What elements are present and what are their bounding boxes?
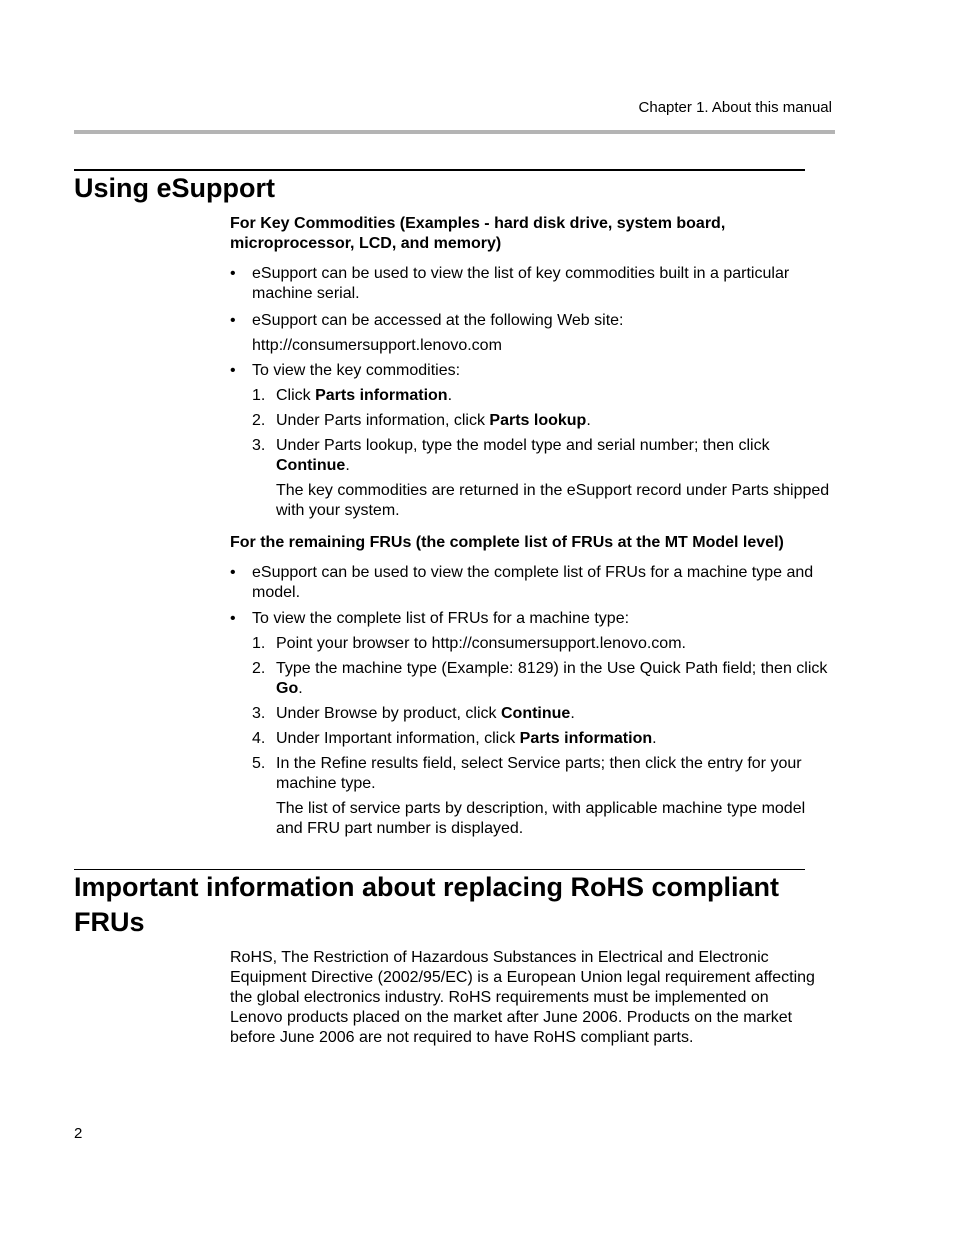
step-note: The list of service parts by description, with applicable machine type model and FRU part number is displayed. [276, 800, 806, 837]
section-title: Using eSupport [74, 173, 275, 203]
subheading-key-commodities: For Key Commodities (Examples - hard disk drive, system board, microprocessor, LCD, and memory) [230, 215, 726, 252]
section-title: Important information about replacing RoHS compliant FRUs [74, 872, 780, 937]
running-header: Chapter 1. About this manual [638, 99, 832, 116]
list-item: • To view the complete list of FRUs for a machine type: [230, 610, 630, 627]
step-item: 5. In the Refine results field, select Service parts; then click the entry for your machine type. [252, 755, 802, 792]
list-item: • eSupport can be used to view the list of key commodities built in a particular machine serial. [230, 265, 790, 302]
step-note: The key commodities are returned in the eSupport record under Parts shipped with your system. [276, 482, 830, 519]
section-esupport-heading [74, 169, 805, 206]
step-item: 1. Click Parts information. [252, 387, 453, 404]
list-item: • eSupport can be used to view the complete list of FRUs for a machine type and model. [230, 564, 814, 601]
list-item: • eSupport can be accessed at the following Web site: [230, 312, 624, 329]
step-item: 3. Under Parts lookup, type the model type and serial number; then click Continue. [252, 437, 770, 474]
subheading-remaining-frus: For the remaining FRUs (the complete list of FRUs at the MT Model level) [230, 534, 784, 551]
step-item: 4. Under Important information, click Parts information. [252, 730, 657, 747]
esupport-url: http://consumersupport.lenovo.com [252, 337, 502, 354]
step-item: 2. Type the machine type (Example: 8129) in the Use Quick Path field; then click Go. [252, 660, 828, 697]
header-rule [74, 130, 835, 134]
rohs-paragraph: RoHS, The Restriction of Hazardous Substances in Electrical and Electronic Equipment Directive (2002/95/EC) is a European Union legal requirement affecting the global electronics industry. RoHS requirements must be implemented on Lenovo products placed on the market after June 2006. Products on the market before June 2006 are not required to have RoHS compliant parts. [230, 949, 815, 1046]
section-rohs-body [230, 948, 820, 1048]
step-item: 1. Point your browser to http://consumersupport.lenovo.com. [252, 635, 686, 652]
list-item: • To view the key commodities: [230, 362, 461, 379]
section-rohs-heading [74, 869, 805, 940]
step-item: 2. Under Parts information, click Parts lookup. [252, 412, 591, 429]
step-item: 3. Under Browse by product, click Continue. [252, 705, 575, 722]
section-esupport-body [230, 214, 834, 839]
page-number: 2 [74, 1125, 83, 1142]
